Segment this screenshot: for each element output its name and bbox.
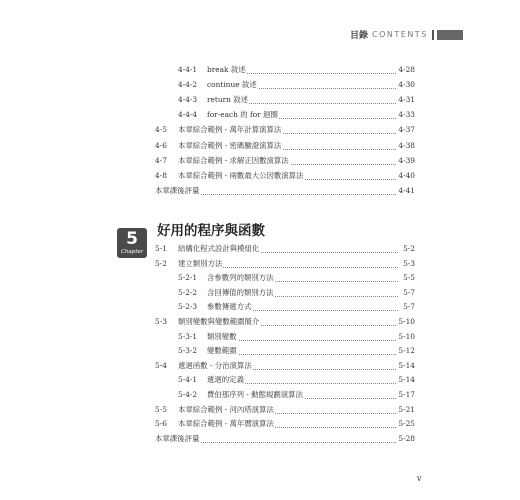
toc-entry-number: 5-4 (155, 360, 167, 370)
toc-entry-title: 本章課後評量 (155, 432, 200, 446)
toc-entry-page: 5-14 (397, 359, 415, 373)
toc-entry (0, 257, 520, 271)
toc-entry-page: 4-41 (397, 184, 415, 198)
toc-entry (0, 344, 520, 358)
toc-entry-number: 5-5 (155, 404, 167, 414)
toc-entry-page: 4-40 (397, 169, 415, 183)
toc-entry (0, 242, 520, 256)
toc-entry-page: 4-37 (397, 123, 415, 137)
toc-entry (0, 403, 520, 417)
toc-entry-title: return 敘述 (207, 93, 249, 107)
toc-entry-number: 4-4-2 (178, 80, 198, 90)
toc-entry-title: 含參數列的類別方法 (207, 271, 275, 285)
toc-entry-page: 5-7 (402, 300, 415, 314)
toc-entry-page: 5-12 (397, 344, 415, 358)
toc-entry (0, 184, 520, 198)
toc-entry (0, 271, 520, 285)
toc-entry-number: 4-4-3 (178, 95, 198, 105)
toc-entry (0, 330, 520, 344)
toc-entry-number: 5-2-2 (178, 287, 198, 297)
toc-entry-title: 本章綜合範例 - 萬年曆演算法 (178, 417, 275, 431)
toc-entry-page: 4-28 (397, 63, 415, 77)
toc-entry (0, 63, 520, 77)
toc-leader-dots (211, 353, 398, 355)
toc-entry-number: 4-4-1 (178, 65, 198, 74)
toc-entry (0, 373, 520, 387)
toc-entry-title: 本章綜合範例 - 萬年計算演算法 (178, 123, 282, 137)
toc-entry (0, 359, 520, 373)
toc-entry-title: 結構化程式設計與模組化 (178, 242, 260, 256)
chapter-word: Chapter (120, 249, 144, 255)
toc-entry-title: 類別變數與變數範圍簡介 (178, 315, 260, 329)
header-bar-decoration (437, 30, 463, 40)
toc-entry-title: 本章綜合範例 - 求解正因數演算法 (178, 154, 290, 168)
toc-entry-number: 4-7 (155, 155, 167, 165)
toc-entry-number: 4-6 (155, 140, 167, 150)
toc-entry-number: 5-4-1 (178, 375, 198, 385)
toc-entry-page: 5-10 (397, 330, 415, 344)
header-divider (432, 30, 434, 40)
toc-entry-number: 5-3-2 (178, 346, 198, 356)
toc-entry-title: 變數範圍 (207, 344, 238, 358)
toc-entry-number: 5-1 (155, 244, 167, 253)
toc-entry-title: 遞迴的定義 (207, 373, 245, 387)
toc-entry-number: 5-3 (155, 317, 167, 326)
toc-entry-number: 5-6 (155, 419, 167, 429)
toc-entry (0, 286, 520, 300)
toc-entry (0, 300, 520, 314)
toc-entry-number: 4-5 (155, 125, 167, 135)
toc-entry-page: 4-31 (397, 93, 415, 107)
toc-entry (0, 78, 520, 92)
toc-entry-number: 5-4-2 (178, 390, 198, 399)
toc-entry-page: 5-3 (402, 257, 415, 271)
toc-entry-page: 5-2 (402, 242, 415, 256)
toc-entry (0, 417, 520, 431)
toc-entry (0, 108, 520, 122)
toc-entry-title: break 敘述 (207, 63, 247, 77)
toc-entry-page: 5-25 (397, 417, 415, 431)
toc-entry-page: 5-5 (402, 271, 415, 285)
toc-entry-number: 5-2-1 (178, 273, 198, 283)
toc-entry-page: 4-30 (397, 78, 415, 92)
toc-entry-title: 類別變數 (207, 330, 238, 344)
toc-entry (0, 432, 520, 446)
chapter-title: 好用的程序與函數 (157, 223, 265, 239)
toc-entry-number: 4-8 (155, 170, 167, 180)
toc-entry-title: 含回傳值的類別方法 (207, 286, 275, 300)
toc-entry (0, 388, 520, 402)
header-label-zh: 目錄 (350, 31, 369, 41)
toc-entry (0, 139, 520, 153)
toc-entry-title: continue 敘述 (207, 78, 258, 92)
toc-entry-title: 本章綜合範例 - 密碼驗證演算法 (178, 139, 282, 153)
toc-entry-title: 建立類別方法 (178, 257, 223, 271)
toc-entry-page: 5-21 (397, 403, 415, 417)
toc-entry-page: 5-14 (397, 373, 415, 387)
toc-entry-page: 4-33 (397, 108, 415, 122)
toc-entry-title: 費伯那序列 - 動態規劃演算法 (207, 388, 304, 402)
toc-entry-title: 參數傳遞方式 (207, 300, 252, 314)
page-number: v (417, 474, 422, 483)
toc-entry-title: 本章綜合範例 - 河內塔演算法 (178, 403, 275, 417)
toc-entry-number: 5-2-3 (178, 302, 198, 312)
header-label-en: CONTENTS (372, 30, 428, 39)
toc-entry (0, 154, 520, 168)
toc-leader-dots (211, 339, 398, 341)
toc-entry-title: 本章課後評量 (155, 184, 200, 198)
toc-entry-title: 遞迴函數 - 分治演算法 (178, 359, 253, 373)
chapter-number: 5 (126, 229, 138, 249)
toc-entry-title: for-each 的 for 迴圈 (207, 108, 279, 122)
toc-entry-page: 5-7 (402, 286, 415, 300)
toc-entry-page: 4-39 (397, 154, 415, 168)
toc-entry (0, 169, 520, 183)
toc-entry (0, 123, 520, 137)
toc-entry-page: 5-10 (397, 315, 415, 329)
toc-entry (0, 315, 520, 329)
toc-entry-page: 5-17 (397, 388, 415, 402)
toc-entry-number: 5-3-1 (178, 331, 198, 341)
toc-entry-number: 4-4-4 (178, 110, 198, 120)
toc-entry-page: 4-38 (397, 139, 415, 153)
toc-entry-page: 5-28 (397, 432, 415, 446)
toc-entry (0, 93, 520, 107)
toc-entry-number: 5-2 (155, 258, 167, 268)
toc-entry-title: 本章綜合範例 - 兩數最大公因數演算法 (178, 169, 304, 183)
running-header (350, 28, 463, 41)
